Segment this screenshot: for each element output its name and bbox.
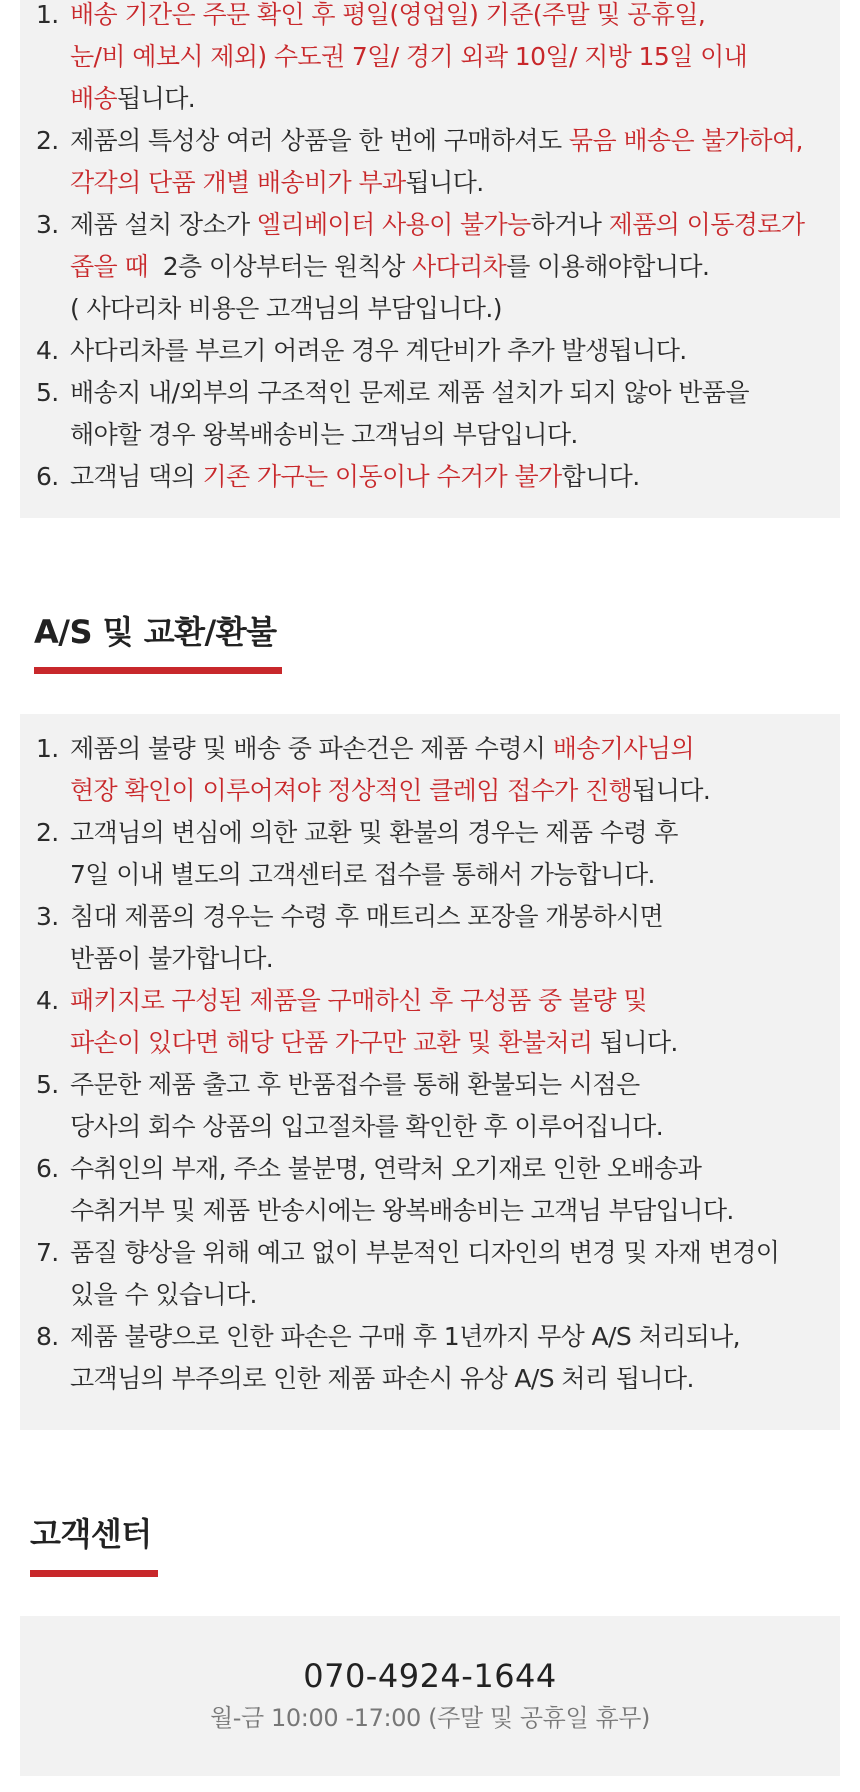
notice-text: 를 이용해야합니다. (506, 252, 710, 281)
highlighted-text: 배송 기간은 주문 확인 후 평일(영업일) 기준(주말 및 공휴일, (70, 0, 706, 29)
notice-text: 제품 불량으로 인한 파손은 구매 후 1년까지 무상 A/S 처리되나, (70, 1322, 741, 1351)
notice-text: 2층 이상부터는 원칙상 (148, 252, 412, 281)
notice-text: 반품이 불가합니다. (70, 944, 274, 973)
list-item-number: 3. (36, 902, 59, 931)
highlighted-text: 각각의 단품 개별 배송비가 부과 (70, 168, 406, 197)
list-item-number: 4. (36, 986, 59, 1015)
as-title-underline (34, 667, 282, 674)
as-notice-item-8 (20, 1316, 840, 1400)
list-item-number: 5. (36, 1070, 59, 1099)
list-item-number: 1. (36, 0, 59, 29)
list-item-number: 1. (36, 734, 59, 763)
list-item-number: 2. (36, 126, 59, 155)
notice-text: 하거나 (530, 210, 609, 239)
notice-text: 주문한 제품 출고 후 반품접수를 통해 환불되는 시점은 (70, 1070, 640, 1099)
list-item-number: 2. (36, 818, 59, 847)
delivery-notice-item-1 (20, 0, 840, 120)
as-notice-box (20, 714, 840, 1430)
list-item-number: 8. (36, 1322, 59, 1351)
customer-center-box (20, 1616, 840, 1776)
delivery-notice-item-3 (20, 204, 840, 330)
highlighted-text: 파손이 있다면 해당 단품 가구만 교환 및 환불처리 (70, 1028, 593, 1057)
list-item-number: 3. (36, 210, 59, 239)
customer-center-title-underline (30, 1570, 158, 1577)
as-notice-item-5 (20, 1064, 840, 1148)
highlighted-text: 배송기사님의 (552, 734, 694, 763)
notice-text: 수취거부 및 제품 반송시에는 왕복배송비는 고객님 부담입니다. (70, 1196, 734, 1225)
delivery-notice-box (20, 0, 840, 518)
notice-text: 수취인의 부재, 주소 불분명, 연락처 오기재로 인한 오배송과 (70, 1154, 702, 1183)
notice-text: 침대 제품의 경우는 수령 후 매트리스 포장을 개봉하시면 (70, 902, 664, 931)
delivery-notice-item-6 (20, 456, 840, 498)
list-item-number: 6. (36, 1154, 59, 1183)
list-item-number: 4. (36, 336, 59, 365)
notice-text: 제품의 특성상 여러 상품을 한 번에 구매하셔도 (70, 126, 569, 155)
notice-text: 됩니다. (405, 168, 484, 197)
delivery-notice-item-2 (20, 120, 840, 204)
customer-center-title: 고객센터 (30, 1515, 152, 1553)
highlighted-text: 배송 (70, 84, 118, 113)
notice-text: 당사의 회수 상품의 입고절차를 확인한 후 이루어집니다. (70, 1112, 664, 1141)
highlighted-text: 사다리차 (412, 252, 507, 281)
delivery-notice-item-5 (20, 372, 840, 456)
notice-text: ( 사다리차 비용은 고객님의 부담입니다.) (70, 294, 502, 323)
notice-text: 제품 설치 장소가 (70, 210, 257, 239)
as-notice-item-2 (20, 812, 840, 896)
highlighted-text: 기존 가구는 이동이나 수거가 불가 (202, 462, 562, 491)
as-notice-item-1 (20, 728, 840, 812)
notice-text: 배송지 내/외부의 구조적인 문제로 제품 설치가 되지 않아 반품을 (70, 378, 749, 407)
list-item-number: 6. (36, 462, 59, 491)
notice-text: 7일 이내 별도의 고객센터로 접수를 통해서 가능합니다. (70, 860, 655, 889)
customer-center-phone[interactable]: 070-4924-1644 (303, 1657, 557, 1695)
highlighted-text: 눈/비 예보시 제외) 수도권 7일/ 경기 외곽 10일/ 지방 15일 이내 (70, 42, 748, 71)
notice-text: 해야할 경우 왕복배송비는 고객님의 부담입니다. (70, 420, 578, 449)
notice-text: 고객님의 변심에 의한 교환 및 환불의 경우는 제품 수령 후 (70, 818, 678, 847)
list-item-number: 5. (36, 378, 59, 407)
notice-text: 고객님의 부주의로 인한 제품 파손시 유상 A/S 처리 됩니다. (70, 1364, 694, 1393)
highlighted-text: 현장 확인이 이루어져야 정상적인 클레임 접수가 진행 (70, 776, 633, 805)
notice-text: 사다리차를 부르기 어려운 경우 계단비가 추가 발생됩니다. (70, 336, 687, 365)
notice-text: 제품의 불량 및 배송 중 파손건은 제품 수령시 (70, 734, 553, 763)
as-notice-item-3 (20, 896, 840, 980)
highlighted-text: 묶음 배송은 불가하여, (568, 126, 803, 155)
notice-text: 있을 수 있습니다. (70, 1280, 257, 1309)
highlighted-text: 좁을 때 (70, 252, 148, 281)
notice-text: 됩니다. (592, 1028, 678, 1057)
delivery-notice-item-4 (20, 330, 840, 372)
list-item-number: 7. (36, 1238, 59, 1267)
as-notice-item-6 (20, 1148, 840, 1232)
highlighted-text: 제품의 이동경로가 (608, 210, 805, 239)
as-notice-list (20, 714, 840, 1400)
as-notice-item-4 (20, 980, 840, 1064)
as-notice-item-7 (20, 1232, 840, 1316)
notice-text: 됩니다. (632, 776, 711, 805)
highlighted-text: 엘리베이터 사용이 불가능 (256, 210, 531, 239)
notice-text: 품질 향상을 위해 예고 없이 부분적인 디자인의 변경 및 자재 변경이 (70, 1238, 780, 1267)
notice-text: 합니다. (561, 462, 640, 491)
highlighted-text: 패키지로 구성된 제품을 구매하신 후 구성품 중 불량 및 (70, 986, 647, 1015)
delivery-notice-list (20, 0, 840, 498)
as-section-title: A/S 및 교환/환불 (34, 613, 277, 651)
notice-text: 됩니다. (117, 84, 196, 113)
notice-text: 고객님 댁의 (70, 462, 203, 491)
customer-center-hours: 월-금 10:00 -17:00 (주말 및 공휴일 휴무) (210, 1704, 650, 1732)
